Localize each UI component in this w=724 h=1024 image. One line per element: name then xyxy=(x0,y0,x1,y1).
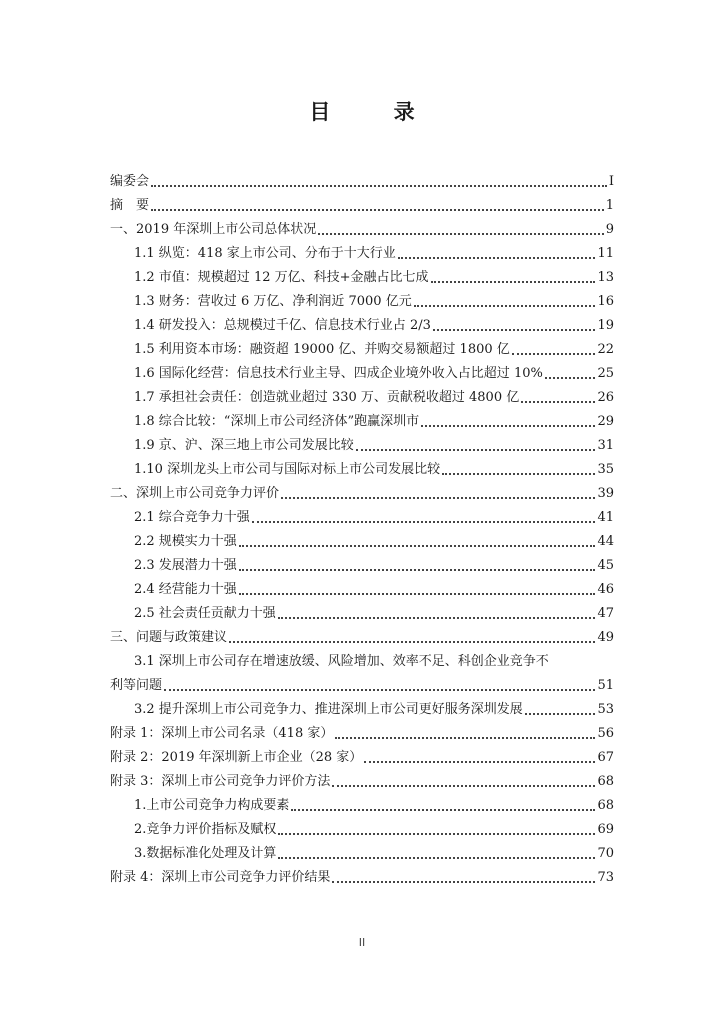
toc-entry-page: I xyxy=(608,174,614,189)
toc-entry-page: 19 xyxy=(597,318,614,333)
toc-entry-label: 附录 4：深圳上市公司竞争力评价结果 xyxy=(110,870,331,885)
toc-leader-dots xyxy=(512,353,596,355)
toc-entry[interactable] xyxy=(110,574,614,598)
toc-entry-page: 9 xyxy=(605,222,614,237)
toc-entry-page: 53 xyxy=(597,702,614,717)
toc-entry[interactable] xyxy=(110,358,614,382)
toc-entry-label: 1.上市公司竞争力构成要素 xyxy=(134,798,290,813)
toc-entry[interactable] xyxy=(110,814,614,838)
toc-entry-label: 1.3 财务：营收过 6 万亿、净利润近 7000 亿元 xyxy=(134,294,412,309)
toc-entry[interactable] xyxy=(110,406,614,430)
toc-entry-label: 一、2019 年深圳上市公司总体状况 xyxy=(110,222,317,237)
toc-entry-label: 2.竞争力评价指标及赋权 xyxy=(134,822,277,837)
toc-entry-label: 附录 3：深圳上市公司竞争力评价方法 xyxy=(110,774,331,789)
toc-entry-label: 1.4 研发投入：总规模过千亿、信息技术行业占 2/3 xyxy=(134,318,431,333)
toc-entry-label: 3.1 深圳上市公司存在增速放缓、风险增加、效率不足、科创企业竞争不 xyxy=(134,654,549,669)
toc-entry-page: 46 xyxy=(597,582,614,597)
toc-leader-dots xyxy=(291,809,595,811)
toc-entry-label: 1.6 国际化经营：信息技术行业主导、四成企业境外收入占比超过 10% xyxy=(134,366,543,381)
table-of-contents xyxy=(110,166,614,886)
toc-leader-dots xyxy=(278,833,595,835)
toc-entry-page: 1 xyxy=(605,198,614,213)
toc-entry-label: 编委会 xyxy=(110,174,150,189)
toc-leader-dots xyxy=(356,449,596,451)
toc-entry-page: 68 xyxy=(597,798,614,813)
toc-entry-label: 附录 2：2019 年深圳新上市企业（28 家） xyxy=(110,750,363,765)
toc-leader-dots xyxy=(545,377,596,379)
toc-leader-dots xyxy=(151,209,604,211)
toc-entry[interactable] xyxy=(110,310,614,334)
toc-entry[interactable] xyxy=(110,478,614,502)
toc-entry-page: 11 xyxy=(597,246,614,261)
toc-leader-dots xyxy=(332,785,595,787)
toc-entry-label: 摘 要 xyxy=(110,198,150,213)
toc-entry[interactable] xyxy=(110,286,614,310)
toc-entry-label: 二、深圳上市公司竞争力评价 xyxy=(110,486,280,501)
toc-entry-label: 1.1 纵览：418 家上市公司、分布于十大行业 xyxy=(134,246,396,261)
toc-entry-page: 69 xyxy=(597,822,614,837)
toc-entry-label: 2.5 社会责任贡献力十强 xyxy=(134,606,276,621)
toc-entry-page: 41 xyxy=(597,510,614,525)
toc-entry[interactable] xyxy=(110,430,614,454)
toc-leader-dots xyxy=(335,737,595,739)
toc-entry-page: 47 xyxy=(597,606,614,621)
toc-entry-page: 29 xyxy=(597,414,614,429)
toc-leader-dots xyxy=(252,521,596,523)
toc-leader-dots xyxy=(164,689,595,691)
toc-leader-dots xyxy=(151,185,607,187)
toc-entry-label: 1.2 市值：规模超过 12 万亿、科技+金融占比七成 xyxy=(134,270,429,285)
toc-entry-page: 56 xyxy=(597,726,614,741)
toc-entry[interactable] xyxy=(110,718,614,742)
toc-leader-dots xyxy=(525,713,596,715)
toc-leader-dots xyxy=(521,401,595,403)
toc-entry-page: 45 xyxy=(597,558,614,573)
toc-entry-page: 16 xyxy=(597,294,614,309)
toc-entry-page: 31 xyxy=(597,438,614,453)
toc-leader-dots xyxy=(442,473,595,475)
toc-entry[interactable] xyxy=(110,766,614,790)
toc-entry-page: 44 xyxy=(597,534,614,549)
toc-leader-dots xyxy=(278,617,596,619)
toc-entry[interactable] xyxy=(110,790,614,814)
toc-entry[interactable] xyxy=(110,694,614,718)
toc-entry-label: 附录 1：深圳上市公司名录（418 家） xyxy=(110,726,334,741)
toc-entry-label: 1.9 京、沪、深三地上市公司发展比较 xyxy=(134,438,354,453)
toc-entry-label: 三、问题与政策建议 xyxy=(110,630,228,645)
toc-leader-dots xyxy=(421,425,595,427)
toc-entry-label: 利等问题 xyxy=(110,678,163,693)
toc-entry-page: 39 xyxy=(597,486,614,501)
toc-leader-dots xyxy=(431,281,596,283)
toc-leader-dots xyxy=(318,233,604,235)
toc-entry-page: 26 xyxy=(597,390,614,405)
toc-entry-page: 13 xyxy=(597,270,614,285)
toc-entry-label: 1.7 承担社会责任：创造就业超过 330 万、贡献税收超过 4800 亿 xyxy=(134,390,520,405)
toc-entry-page: 35 xyxy=(597,462,614,477)
toc-entry[interactable] xyxy=(110,622,614,646)
toc-entry-page: 22 xyxy=(597,342,614,357)
toc-entry-label: 3.2 提升深圳上市公司竞争力、推进深圳上市公司更好服务深圳发展 xyxy=(134,702,523,717)
toc-entry-label: 2.3 发展潜力十强 xyxy=(134,558,237,573)
toc-leader-dots xyxy=(239,569,596,571)
toc-entry-page: 70 xyxy=(597,846,614,861)
toc-entry[interactable] xyxy=(110,646,614,670)
toc-entry-label: 1.5 利用资本市场：融资超 19000 亿、并购交易额超过 1800 亿 xyxy=(134,342,510,357)
toc-entry-page: 73 xyxy=(597,870,614,885)
toc-entry-page: 68 xyxy=(597,774,614,789)
toc-leader-dots xyxy=(229,641,595,643)
toc-leader-dots xyxy=(414,305,596,307)
toc-entry[interactable] xyxy=(110,670,614,694)
toc-entry[interactable] xyxy=(110,598,614,622)
toc-entry-label: 1.8 综合比较：“深圳上市公司经济体”跑赢深圳市 xyxy=(134,414,420,429)
toc-entry-page: 67 xyxy=(597,750,614,765)
toc-entry-label: 3.数据标准化处理及计算 xyxy=(134,846,277,861)
toc-entry[interactable] xyxy=(110,214,614,238)
toc-leader-dots xyxy=(332,881,595,883)
toc-leader-dots xyxy=(433,329,596,331)
toc-leader-dots xyxy=(398,257,596,259)
toc-entry[interactable] xyxy=(110,838,614,862)
toc-entry-label: 2.4 经营能力十强 xyxy=(134,582,237,597)
toc-entry[interactable] xyxy=(110,454,614,478)
toc-entry[interactable] xyxy=(110,550,614,574)
toc-entry[interactable] xyxy=(110,238,614,262)
toc-entry[interactable] xyxy=(110,526,614,550)
toc-leader-dots xyxy=(239,593,596,595)
toc-entry[interactable] xyxy=(110,502,614,526)
toc-entry-page: 51 xyxy=(597,678,614,693)
toc-entry[interactable] xyxy=(110,262,614,286)
page-number: II xyxy=(358,936,366,949)
toc-entry-page: 25 xyxy=(597,366,614,381)
toc-leader-dots xyxy=(364,761,595,763)
toc-leader-dots xyxy=(278,857,595,859)
toc-entry-page: 49 xyxy=(597,630,614,645)
toc-entry[interactable] xyxy=(110,166,614,190)
toc-entry[interactable] xyxy=(110,334,614,358)
toc-entry[interactable] xyxy=(110,862,614,886)
toc-entry-label: 1.10 深圳龙头上市公司与国际对标上市公司发展比较 xyxy=(134,462,441,477)
toc-entry[interactable] xyxy=(110,382,614,406)
toc-entry[interactable] xyxy=(110,190,614,214)
toc-entry-label: 2.2 规模实力十强 xyxy=(134,534,237,549)
toc-leader-dots xyxy=(239,545,596,547)
toc-leader-dots xyxy=(281,497,595,499)
page-title: 目 录 xyxy=(309,100,443,124)
toc-entry[interactable] xyxy=(110,742,614,766)
toc-entry-label: 2.1 综合竞争力十强 xyxy=(134,510,250,525)
